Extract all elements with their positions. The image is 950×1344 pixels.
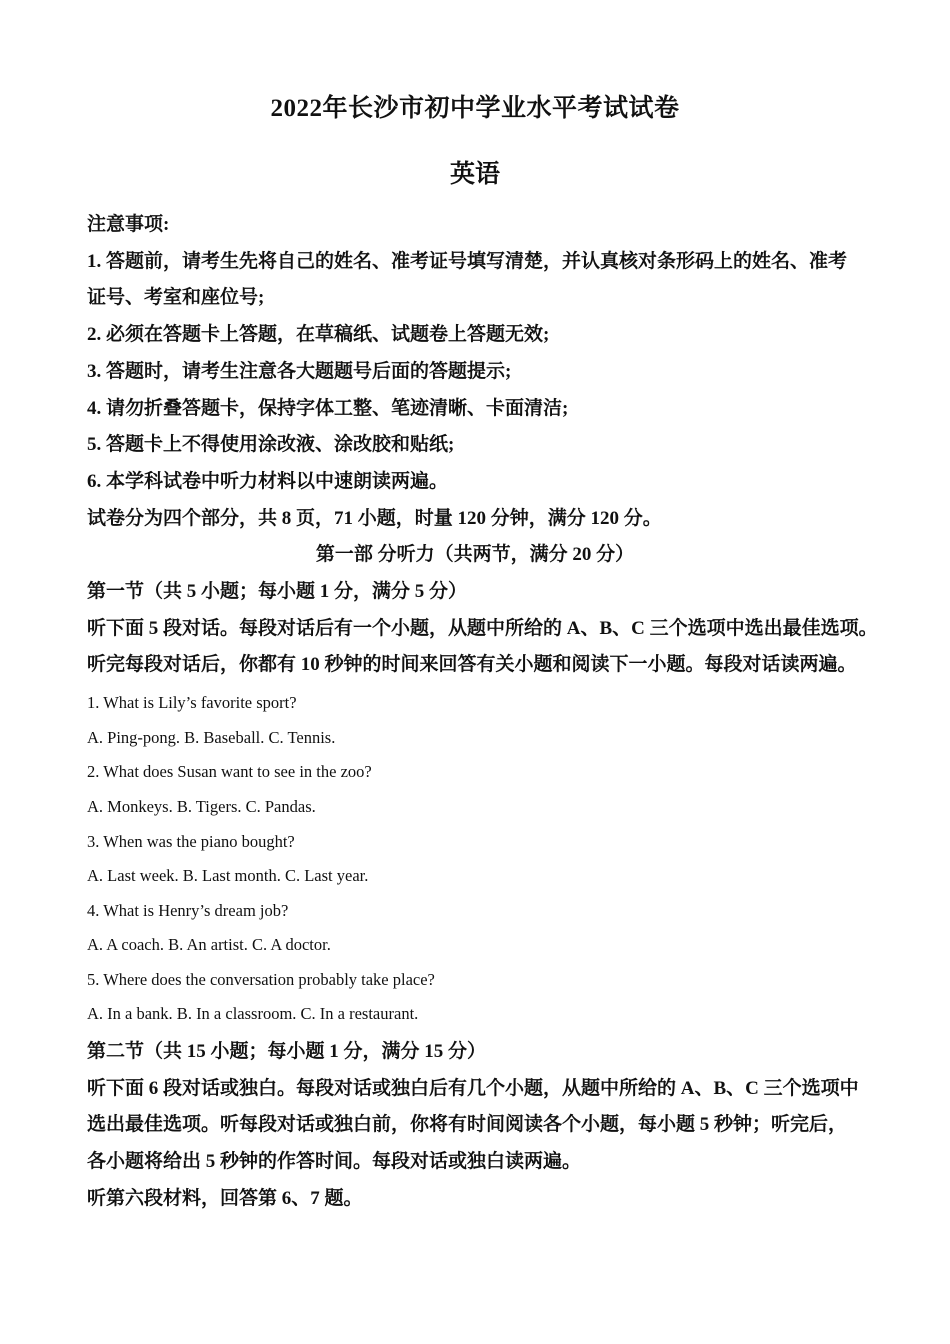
section2-heading: 第二节（共 15 小题；每小题 1 分，满分 15 分）	[87, 1041, 487, 1063]
question-stem: 5. Where does the conversation probably take place?	[87, 969, 435, 989]
question-stem: 3. When was the piano bought?	[87, 831, 295, 851]
notice-item: 6. 本学科试卷中听力材料以中速朗读两遍。	[87, 470, 449, 492]
question-stem: 4. What is Henry’s dream job?	[87, 900, 289, 920]
question-options: A. A coach. B. An artist. C. A doctor.	[87, 935, 331, 955]
question-options: A. Ping-pong. B. Baseball. C. Tennis.	[87, 727, 336, 747]
exam-summary: 试卷分为四个部分，共 8 页，71 小题，时量 120 分钟，满分 120 分。	[87, 507, 662, 529]
part1-heading: 第一部 分听力（共两节，满分 20 分）	[315, 544, 635, 566]
exam-content	[87, 207, 877, 1218]
notice-heading: 注意事项:	[87, 214, 170, 235]
question-options: A. Last week. B. Last month. C. Last year.	[87, 866, 369, 886]
section1-heading: 第一节（共 5 小题；每小题 1 分，满分 5 分）	[87, 581, 468, 603]
section2-instruction: 听下面 6 段对话或独白。每段对话或独白后有几个小题，从题中所给的 A、B、C 三个选项中	[87, 1077, 859, 1099]
material-prompt: 听第六段材料，回答第 6、7 题。	[87, 1187, 363, 1209]
section1-instruction: 听完每段对话后，你都有 10 秒钟的时间来回答有关小题和阅读下一小题。每段对话读两遍。	[87, 654, 857, 676]
question-stem: 1. What is Lily’s favorite sport?	[87, 693, 297, 713]
question-stem: 2. What does Susan want to see in the zoo?	[87, 762, 372, 782]
question-options: A. Monkeys. B. Tigers. C. Pandas.	[87, 796, 316, 816]
section2-instruction: 选出最佳选项。听每段对话或独白前，你将有时间阅读各个小题，每小题 5 秒钟；听完后，	[87, 1114, 848, 1136]
notice-item: 5. 答题卡上不得使用涂改液、涂改胶和贴纸;	[87, 434, 455, 456]
exam-title: 2022年长沙市初中学业水平考试试卷	[270, 95, 680, 122]
notice-item: 证号、考室和座位号;	[87, 287, 265, 309]
notice-item: 2. 必须在答题卡上答题，在草稿纸、试题卷上答题无效;	[87, 324, 550, 346]
notice-item: 3. 答题时，请考生注意各大题题号后面的答题提示;	[87, 360, 512, 382]
question-options: A. In a bank. B. In a classroom. C. In a restaurant.	[87, 1004, 419, 1024]
subject-title: 英语	[449, 161, 500, 188]
notice-item: 4. 请勿折叠答题卡，保持字体工整、笔迹清晰、卡面清洁;	[87, 397, 569, 419]
section1-instruction: 听下面 5 段对话。每段对话后有一个小题，从题中所给的 A、B、C 三个选项中选出最佳选项。	[87, 617, 878, 639]
section2-instruction: 各小题将给出 5 秒钟的作答时间。每段对话或独白读两遍。	[87, 1151, 582, 1173]
notice-item: 1. 答题前，请考生先将自己的姓名、准考证号填写清楚，并认真核对条形码上的姓名、准考	[87, 250, 848, 272]
